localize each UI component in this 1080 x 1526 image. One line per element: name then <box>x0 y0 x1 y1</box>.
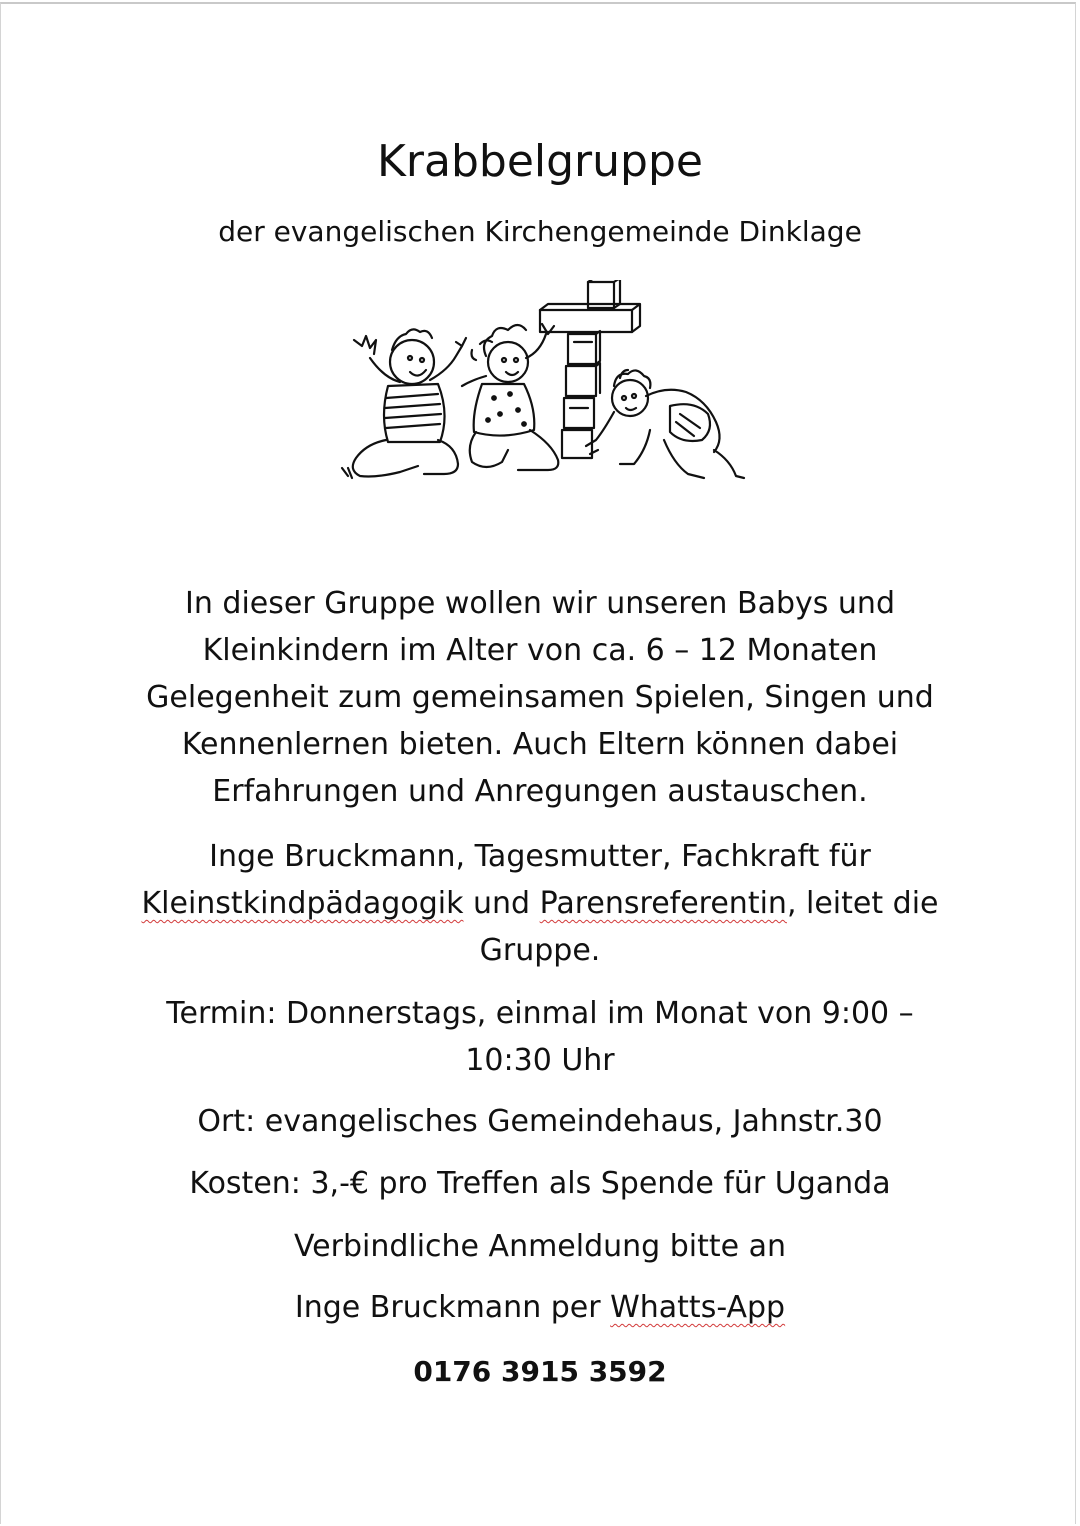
kosten-line <box>100 1162 980 1206</box>
page-subtitle: der evangelischen Kirchengemeinde Dinklage <box>218 215 862 248</box>
contact-app: Whatts-App <box>610 1290 786 1325</box>
termin-label: Termin: <box>166 996 277 1031</box>
ort-value: evangelisches Gemeindehaus, Jahnstr.30 <box>255 1104 883 1139</box>
leader-term-kleinstkind: Kleinstkindpädagogik <box>141 886 464 921</box>
ort-label: Ort: <box>197 1104 256 1139</box>
kosten-value: 3,-€ pro Treffen als Spende für Uganda <box>300 1166 891 1201</box>
child-middle-icon <box>462 324 558 470</box>
block-tower-icon <box>540 280 640 458</box>
contact-prefix: Inge Bruckmann per <box>294 1290 611 1325</box>
anmeldung-line: Verbindliche Anmeldung bitte an <box>293 1229 787 1264</box>
termin-line <box>120 990 960 1084</box>
child-crawling-icon <box>586 370 744 478</box>
termin-value: Donnerstags, einmal im Monat von 9:00 – 10:30 Uhr <box>276 996 914 1078</box>
kosten-label: Kosten: <box>189 1166 301 1201</box>
leader-paragraph <box>120 833 960 974</box>
ort-line <box>100 1100 980 1144</box>
child-left-icon <box>342 329 466 478</box>
page-title: Krabbelgruppe <box>377 136 703 187</box>
leader-outro: , leitet die Gruppe. <box>479 886 939 968</box>
description-paragraph: In dieser Gruppe wollen wir unseren Babys und Kleinkindern im Alter von ca. 6 – 12 Monaten Gelegenheit zum gemeinsamen Spielen, Singen und Kennenlernen bieten. Auch Eltern können dabei Erfahrungen und Anregungen austauschen. <box>146 586 934 809</box>
contact-line <box>100 1286 980 1330</box>
leader-intro: Inge Bruckmann, Tagesmutter, Fachkraft für <box>209 839 871 874</box>
children-playing-illustration <box>330 280 750 500</box>
leader-term-parens: Parensreferentin <box>539 886 787 921</box>
phone-number: 0176 3915 3592 <box>413 1355 667 1388</box>
leader-middle: und <box>463 886 540 921</box>
